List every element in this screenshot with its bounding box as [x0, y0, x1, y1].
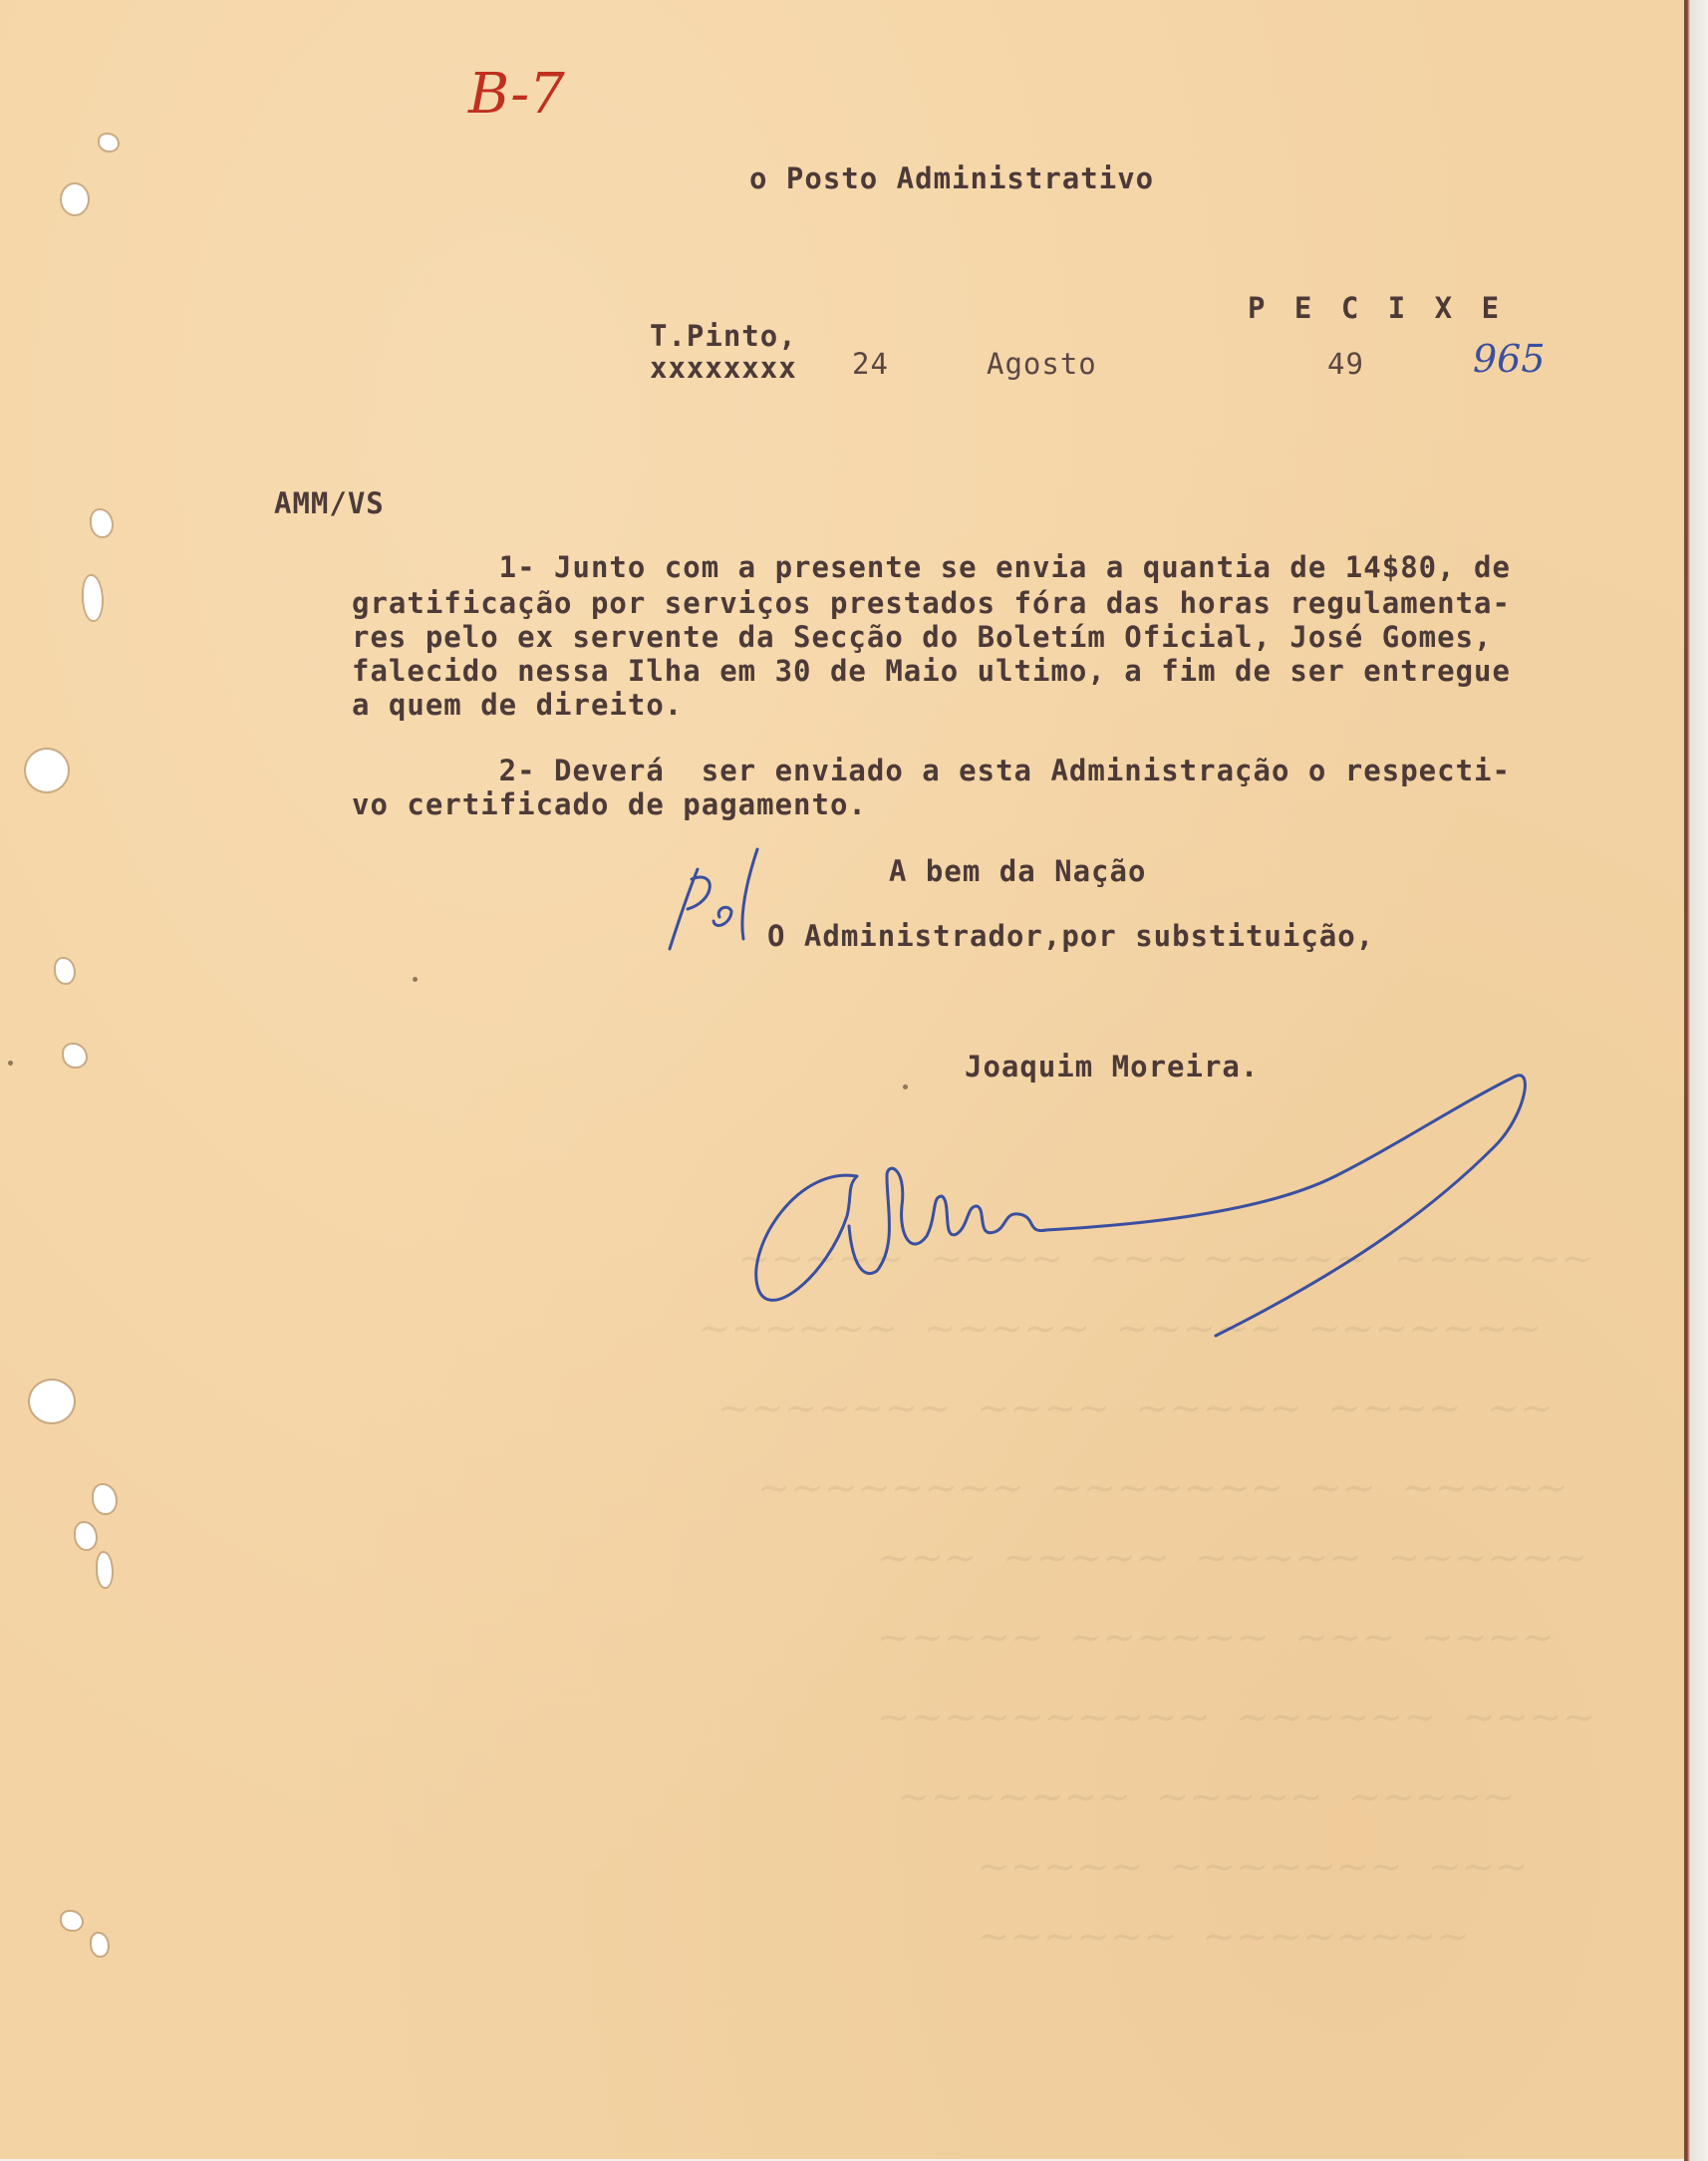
date-year-handwritten: 965 — [1473, 337, 1546, 381]
reverse-side-bleed-through: ~~~~~~ ~~~~~ ~~~~~ ~~~~~~~ — [698, 1306, 1543, 1352]
binder-hole — [94, 1485, 116, 1513]
reference-code: AMM/VS — [274, 486, 385, 520]
binder-hole — [100, 135, 118, 151]
reverse-side-bleed-through: ~~~~~~~ ~~~~~ ~~~~~ — [897, 1774, 1516, 1820]
archive-reference-handwritten: B-7 — [468, 62, 565, 127]
reverse-side-bleed-through: ~~~ ~~~~~ ~~~~~ ~~~~~~ — [877, 1535, 1588, 1581]
reverse-side-bleed-through: ~~~~~ ~~~~~~~ ~~~ — [977, 1844, 1529, 1890]
reverse-side-bleed-through: ~~~~~~ ~~~~~~~~ — [977, 1914, 1470, 1960]
body-line: 2- Deverá ser enviado a esta Administração o respecti- — [352, 754, 1511, 787]
reverse-side-bleed-through: ~~~~~ ~~~~ ~~~ ~~~~~ ~~~~~~ — [737, 1236, 1594, 1282]
date-day: 24 — [852, 347, 889, 381]
binder-hole — [26, 750, 68, 791]
reverse-side-bleed-through: ~~~~~~~~~~ ~~~~~~ ~~~~ — [877, 1695, 1596, 1740]
place-line-struck: xxxxxxxx — [650, 351, 797, 385]
body-line: falecido nessa Ilha em 30 de Maio ultimo, a fim de ser entregue — [352, 654, 1511, 688]
binder-hole — [62, 1912, 82, 1930]
date-year-typed: 49 — [1327, 347, 1364, 381]
body-line: vo certificado de pagamento. — [352, 787, 867, 821]
binder-hole — [84, 576, 102, 620]
binder-hole — [64, 1045, 86, 1067]
binder-hole — [98, 1553, 112, 1587]
body-line: gratificação por serviços prestados fóra das horas regulamenta- — [352, 586, 1511, 620]
place-line: T.Pinto, — [650, 319, 797, 353]
date-month: Agosto — [987, 347, 1097, 381]
reverse-side-bleed-through: ~~~~~~~ ~~~~ ~~~~~ ~~~~ ~~ — [717, 1386, 1555, 1431]
binder-hole — [62, 184, 88, 214]
signatory-name: Joaquim Moreira. — [965, 1050, 1260, 1083]
binder-hole — [56, 959, 74, 983]
body-line: res pelo ex servente da Secção do Boletím Oficial, José Gomes, — [352, 620, 1493, 654]
binder-hole — [92, 510, 112, 536]
signatory-title: O Administrador,por substituição, — [767, 919, 1375, 953]
ink-speck — [413, 977, 418, 982]
binder-hole — [92, 1934, 108, 1956]
destination-line: P E C I X E — [1248, 291, 1506, 325]
binder-hole — [30, 1381, 74, 1422]
body-line: a quem de direito. — [352, 688, 684, 722]
addressee-heading: o Posto Administrativo — [749, 161, 1155, 195]
body-line: 1- Junto com a presente se envia a quantia de 14$80, de — [352, 550, 1511, 584]
page-edge-binding — [1684, 0, 1708, 2161]
binder-hole — [76, 1523, 96, 1549]
handwritten-signature — [737, 1057, 1555, 1356]
ink-speck — [8, 1061, 13, 1066]
reverse-side-bleed-through: ~~~~~~~~ ~~~~~~~ ~~ ~~~~~ — [757, 1465, 1568, 1511]
pelo-handwritten-mark-drawing — [658, 839, 777, 959]
reverse-side-bleed-through: ~~~~~ ~~~~~~ ~~~ ~~~~ — [877, 1615, 1555, 1661]
closing-salutation: A bem da Nação — [889, 854, 1147, 888]
